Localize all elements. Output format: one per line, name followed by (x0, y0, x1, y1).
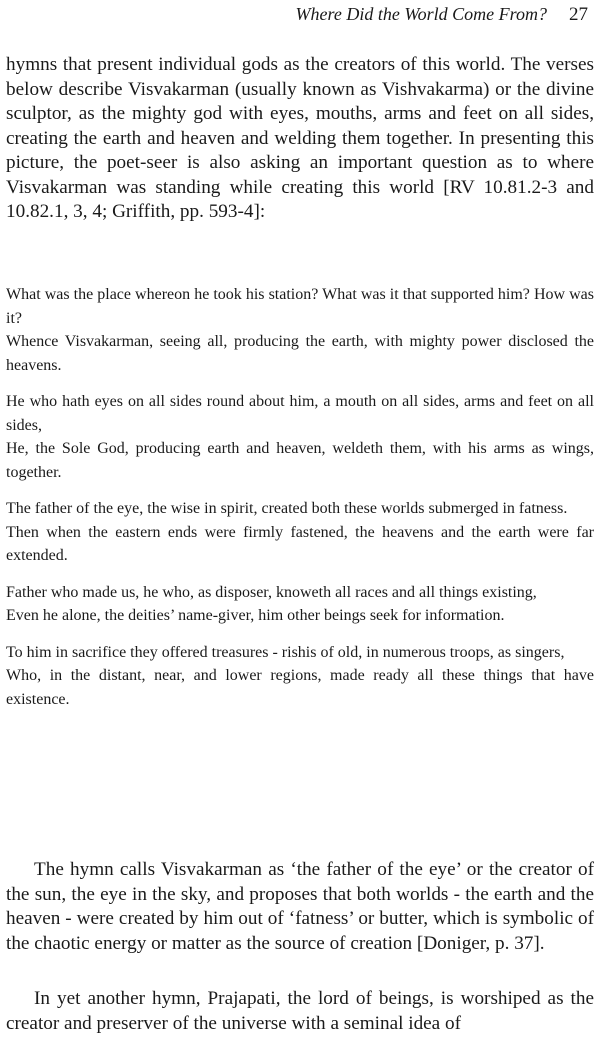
commentary-paragraph: The hymn calls Visvakarman as ‘the father of the eye’ or the creator of the sun, the eye in the sky, and proposes that both worlds - the earth and the heaven - were created by him out of ‘fatness’ or butter, which is symbolic of the chaotic energy or matter as the source of creation [Doniger, p. 37]. (6, 859, 594, 954)
verse-line: He, the Sole God, producing earth and heaven, weldeth them, with his arms as wings, together. (6, 440, 594, 481)
verse-line: Then when the eastern ends were firmly fastened, the heavens and the earth were far extended. (6, 523, 594, 564)
verse-stanza-2 (6, 390, 594, 484)
running-title: Where Did the World Come From? (295, 4, 547, 24)
continuation-paragraph: In yet another hymn, Prajapati, the lord of beings, is worshiped as the creator and preserver of the universe with a seminal idea of (6, 988, 594, 1034)
running-header (296, 4, 588, 26)
verse-stanza-3 (6, 497, 594, 568)
verse-line: Whence Visvakarman, seeing all, producing the earth, with mighty power disclosed the heavens. (6, 333, 594, 374)
verse-block (6, 283, 594, 724)
verse-line: He who hath eyes on all sides round about him, a mouth on all sides, arms and feet on all sides, (6, 393, 594, 434)
verse-stanza-4 (6, 581, 594, 628)
intro-paragraph: hymns that present individual gods as the creators of this world. The verses below describe Visvakarman (usually known as Vishvakarma) or the divine sculptor, as the mighty god with eyes, mouths, arms and feet on all sides, creating the earth and heaven and welding them together. In presenting this picture, the poet-seer is also asking an important question as to where Visvakarman was standing while creating this world [RV 10.81.2-3 and 10.82.1, 3, 4; Griffith, pp. 593-4]: (6, 54, 594, 222)
verse-line: Who, in the distant, near, and lower regions, made ready all these things that have existence. (6, 667, 594, 708)
verse-stanza-5 (6, 641, 594, 712)
verse-line: Father who made us, he who, as disposer, knoweth all races and all things existing, (6, 583, 537, 601)
verse-line: What was the place whereon he took his station? What was it that supported him? How was it? (6, 286, 594, 327)
verse-line: To him in sacrifice they offered treasures - rishis of old, in numerous troops, as singers, (6, 643, 565, 661)
verse-stanza-1 (6, 283, 594, 377)
page-number: 27 (569, 4, 588, 25)
verse-line: The father of the eye, the wise in spirit, created both these worlds submerged in fatness. (6, 500, 568, 517)
verse-line: Even he alone, the deities’ name-giver, him other beings seek for information. (6, 607, 505, 624)
